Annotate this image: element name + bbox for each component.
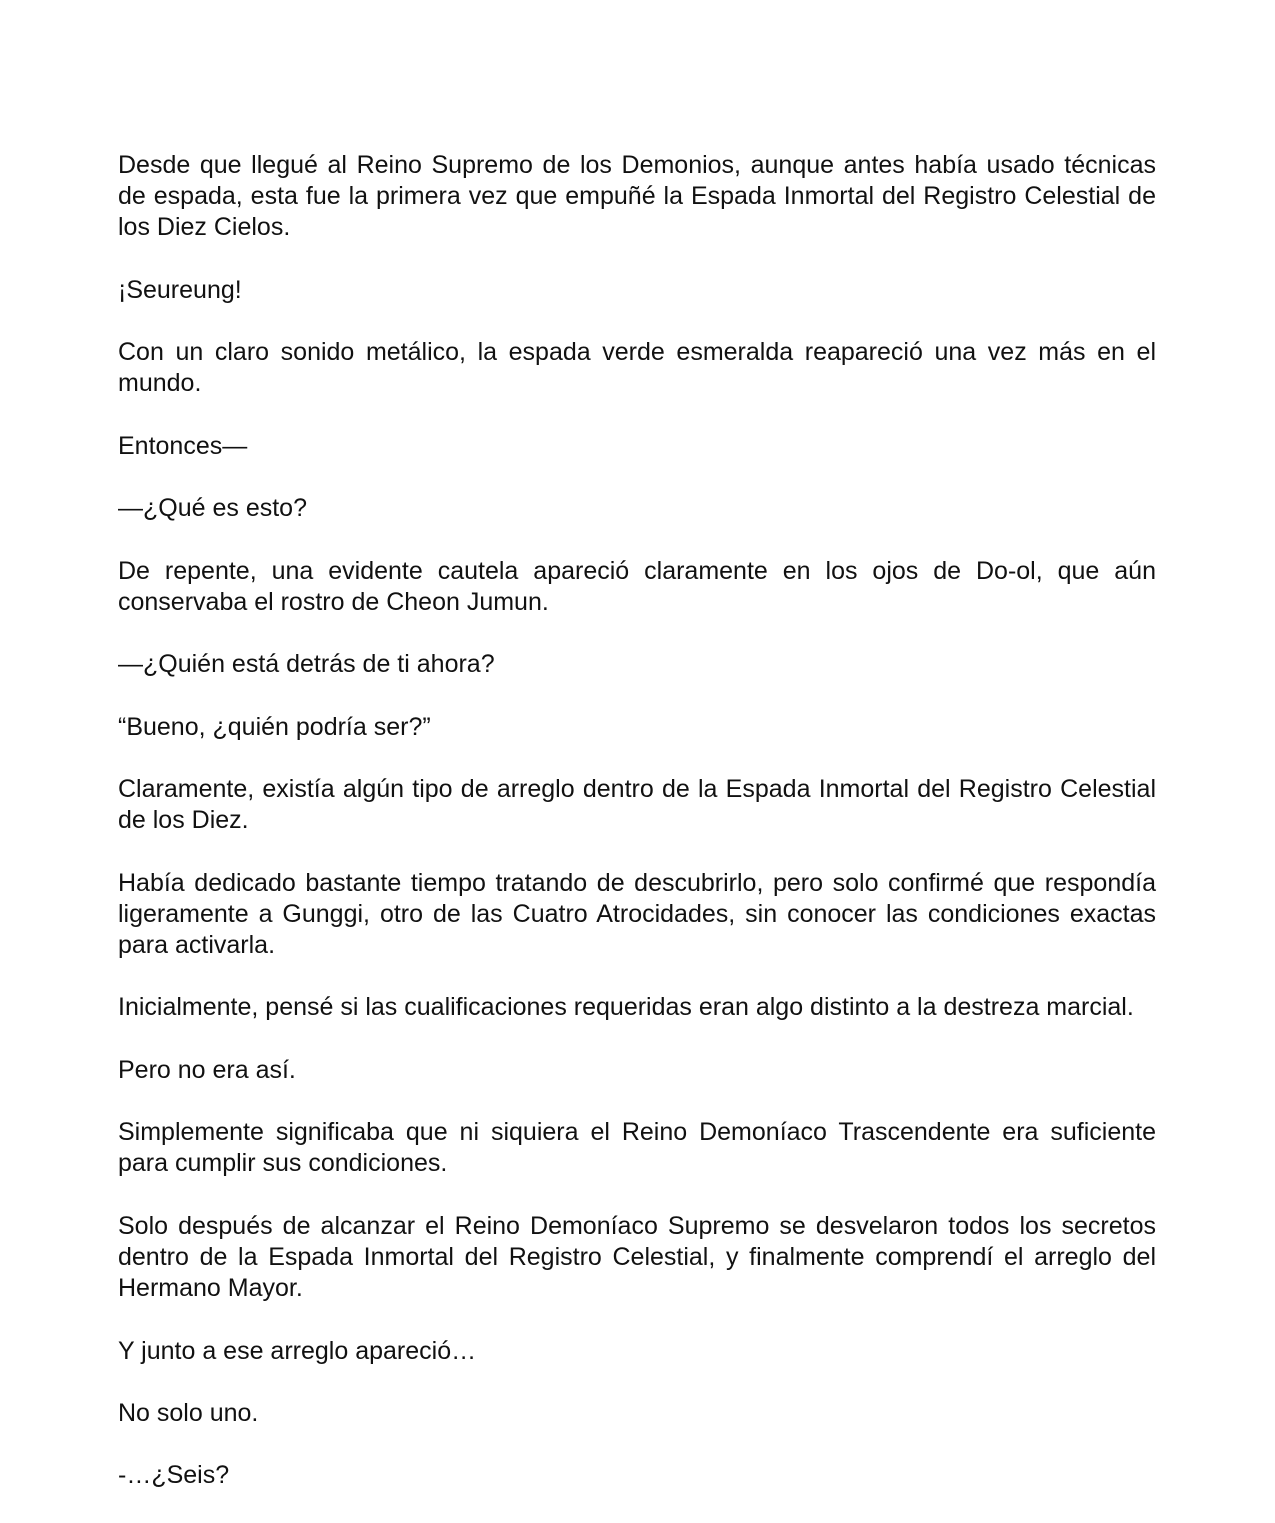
paragraph: Y junto a ese arreglo apareció… bbox=[118, 1336, 477, 1365]
paragraph: Inicialmente, pensé si las cualificaciones requeridas eran algo distinto a la destreza marcial. bbox=[118, 993, 1134, 1022]
paragraph: Solo después de alcanzar el Reino Demoníaco Supremo se desvelaron todos los secretos dentro de la Espada Inmortal del Registro Celestial, y finalmente comprendí el arreglo del Hermano Mayor. bbox=[118, 1211, 1156, 1303]
paragraph: —¿Quién está detrás de ti ahora? bbox=[118, 650, 495, 679]
paragraph: —¿Qué es esto? bbox=[118, 494, 307, 523]
paragraph: Pero no era así. bbox=[118, 1055, 296, 1084]
paragraph: Con un claro sonido metálico, la espada verde esmeralda reapareció una vez más en el mundo. bbox=[118, 338, 1156, 398]
paragraph: De repente, una evidente cautela apareció claramente en los ojos de Do-ol, que aún conservaba el rostro de Cheon Jumun. bbox=[118, 556, 1156, 616]
paragraph: Simplemente significaba que ni siquiera el Reino Demoníaco Trascendente era suficiente para cumplir sus condiciones. bbox=[118, 1118, 1156, 1178]
paragraph: Desde que llegué al Reino Supremo de los Demonios, aunque antes había usado técnicas de espada, esta fue la primera vez que empuñé la Espada Inmortal del Registro Celestial de los Diez Cielos. bbox=[118, 151, 1156, 242]
paragraph: Entonces— bbox=[118, 431, 248, 460]
paragraph: “Bueno, ¿quién podría ser?” bbox=[118, 712, 431, 741]
paragraph: ¡Seureung! bbox=[118, 275, 242, 304]
paragraph: Claramente, existía algún tipo de arreglo dentro de la Espada Inmortal del Registro Celestial de los Diez. bbox=[118, 774, 1156, 835]
paragraph: No solo uno. bbox=[118, 1398, 259, 1427]
paragraph: -…¿Seis? bbox=[118, 1461, 230, 1490]
paragraph: Había dedicado bastante tiempo tratando de descubrirlo, pero solo confirmé que respondía ligeramente a Gunggi, otro de las Cuatro Atrocidades, sin conocer las condiciones exactas para activarla. bbox=[118, 868, 1156, 959]
document-body bbox=[118, 150, 1156, 1523]
